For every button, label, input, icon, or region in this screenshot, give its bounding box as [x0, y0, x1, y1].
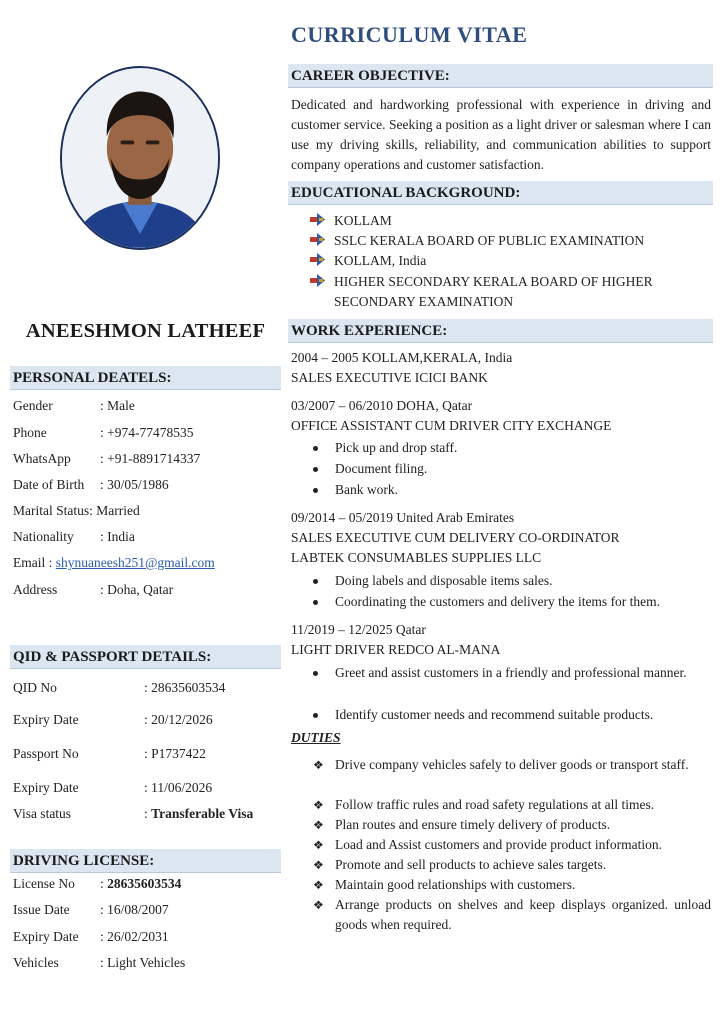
job-period: 2004 – 2005 KOLLAM,KERALA, India [291, 350, 513, 365]
diamond-bullet-icon: ❖ [313, 898, 324, 912]
duty-item: ❖ Arrange products on shelves and keep displays organized. unload goods when required. [313, 897, 711, 932]
job-duty-item: Pick up and drop staff. [313, 438, 711, 458]
personal-row-dob: Date of Birth : 30/05/1986 [13, 477, 169, 492]
education-item: SSLC KERALA BOARD OF PUBLIC EXAMINATION [310, 231, 710, 251]
qid-row-visa: Visa status : Transferable Visa [13, 806, 254, 821]
diamond-bullet-icon: ❖ [313, 818, 324, 832]
license-row-issue: Issue Date : 16/08/2007 [13, 902, 169, 917]
education-item: HIGHER SECONDARY KERALA BOARD OF HIGHER SECONDARY EXAMINATION [310, 272, 710, 312]
profile-photo [60, 66, 220, 250]
diamond-bullet-icon: ❖ [313, 798, 324, 812]
education-heading: EDUCATIONAL BACKGROUND: [288, 181, 713, 205]
bullet-dot-icon [313, 488, 318, 493]
education-item: KOLLAM, India [310, 251, 710, 271]
bullet-dot-icon [313, 600, 318, 605]
qid-row-qid: QID No : 28635603534 [13, 680, 226, 695]
duty-item: ❖ Promote and sell products to achieve sales targets. [313, 855, 711, 875]
qid-passport-heading: QID & PASSPORT DETAILS: [10, 645, 281, 669]
career-objective-heading: CAREER OBJECTIVE: [288, 64, 713, 88]
personal-row-nationality: Nationality : India [13, 529, 135, 544]
work-experience-heading: WORK EXPERIENCE: [288, 319, 713, 343]
personal-row-gender: Gender : Male [13, 398, 135, 413]
arrow-bullet-icon [310, 274, 326, 288]
job-duty-item: Identify customer needs and recommend suitable products. [313, 705, 711, 725]
job-duty-item: Document filing. [313, 459, 711, 479]
email-link[interactable]: shynuaneesh251@gmail.com [55, 555, 215, 570]
education-item: KOLLAM [310, 211, 710, 231]
job-duty-item: Greet and assist customers in a friendly and professional manner. [313, 663, 711, 683]
job-role: SALES EXECUTIVE CUM DELIVERY CO-ORDINATOR [291, 530, 620, 545]
arrow-bullet-icon [310, 233, 326, 247]
qid-row-passport: Passport No : P1737422 [13, 746, 206, 761]
job-period: 11/2019 – 12/2025 Qatar [291, 622, 426, 637]
diamond-bullet-icon: ❖ [313, 858, 324, 872]
qid-row-passport-expiry: Expiry Date : 11/06/2026 [13, 780, 213, 795]
bullet-dot-icon [313, 446, 318, 451]
duty-item: ❖ Plan routes and ensure timely delivery of products. [313, 815, 711, 835]
document-title: CURRICULUM VITAE [291, 22, 528, 47]
career-objective-text: Dedicated and hardworking professional with experience in driving and customer service. Seeking a position as a light driver or salesman where I can use my driving skills, reliability, and communication abilities to support company operations and customer satisfaction. [291, 97, 711, 172]
job-duty-item: Bank work. [313, 480, 711, 500]
personal-details-heading: PERSONAL DEATELS: [10, 366, 281, 390]
bullet-dot-icon [313, 671, 318, 676]
personal-row-address: Address : Doha, Qatar [13, 582, 174, 597]
duties-heading: DUTIES [291, 730, 341, 745]
job-role: LIGHT DRIVER REDCO AL-MANA [291, 642, 501, 657]
license-row-vehicles: Vehicles : Light Vehicles [13, 955, 186, 970]
bullet-dot-icon [313, 579, 318, 584]
duty-item: ❖ Maintain good relationships with customers. [313, 875, 711, 895]
job-period: 09/2014 – 05/2019 United Arab Emirates [291, 510, 515, 525]
license-row-number: License No : 28635603534 [13, 876, 182, 891]
job-period: 03/2007 – 06/2010 DOHA, Qatar [291, 398, 473, 413]
diamond-bullet-icon: ❖ [313, 838, 324, 852]
personal-row-email: Email : shynuaneesh251@gmail.com [13, 555, 215, 570]
arrow-bullet-icon [310, 213, 326, 227]
personal-row-marital: Marital Status: Married [13, 503, 140, 518]
arrow-bullet-icon [310, 253, 326, 267]
job-role: OFFICE ASSISTANT CUM DRIVER CITY EXCHANGE [291, 418, 612, 433]
candidate-name: ANEESHMON LATHEEF [25, 320, 266, 342]
job-duty-item: Doing labels and disposable items sales. [313, 571, 711, 591]
duty-item: ❖ Drive company vehicles safely to deliver goods or transport staff. [313, 755, 711, 775]
driving-license-heading: DRIVING LICENSE: [10, 849, 281, 873]
diamond-bullet-icon: ❖ [313, 878, 324, 892]
job-duty-item: Coordinating the customers and delivery the items for them. [313, 592, 711, 612]
personal-row-whatsapp: WhatsApp : +91-8891714337 [13, 451, 201, 466]
qid-row-qid-expiry: Expiry Date : 20/12/2026 [13, 712, 213, 727]
job-company: LABTEK CONSUMABLES SUPPLIES LLC [291, 550, 542, 565]
duty-item: ❖ Load and Assist customers and provide product information. [313, 835, 711, 855]
diamond-bullet-icon: ❖ [313, 758, 324, 772]
bullet-dot-icon [313, 713, 318, 718]
personal-row-phone: Phone : +974-77478535 [13, 425, 194, 440]
job-role: SALES EXECUTIVE ICICI BANK [291, 370, 488, 385]
bullet-dot-icon [313, 467, 318, 472]
duty-item: ❖ Follow traffic rules and road safety regulations at all times. [313, 795, 711, 815]
license-row-expiry: Expiry Date : 26/02/2031 [13, 929, 169, 944]
